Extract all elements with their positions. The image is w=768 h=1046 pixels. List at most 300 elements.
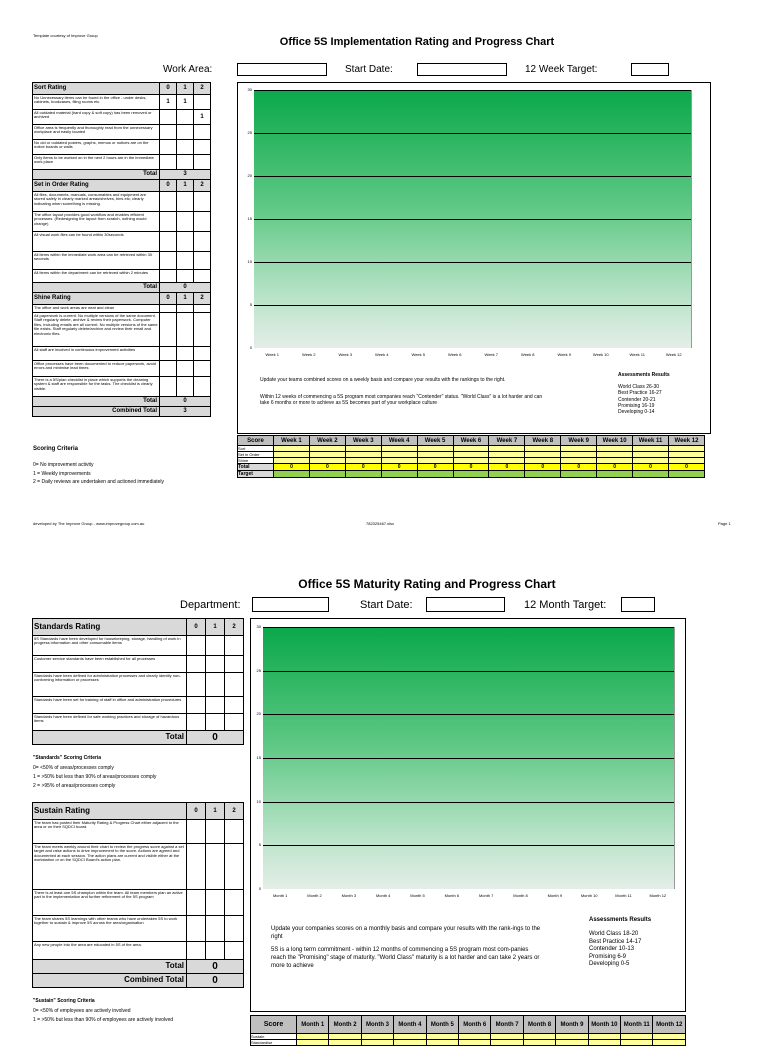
- criterion-text: Only items to be worked on in the next 2 hours are in the immediate work place: [33, 155, 160, 170]
- criterion-text: The team meets weekly around their chart to review the progress score against a set target and raise actions to drive improvement to the score. Actions are agreed and documented at each session. The action plans are current and visible either at the workstation or on the SQDCI Board's action plan.: [33, 844, 187, 890]
- assessment-item: Developing 0-14: [618, 409, 655, 415]
- score-cell[interactable]: [225, 636, 244, 656]
- score-header-2: 2: [225, 803, 244, 820]
- score-cell[interactable]: [187, 714, 206, 731]
- score-cell[interactable]: [187, 844, 206, 890]
- score-cell[interactable]: [177, 125, 194, 140]
- progress-cell[interactable]: [491, 1040, 523, 1046]
- score-cell[interactable]: [160, 155, 177, 170]
- standards-rating-heading: Standards Rating: [33, 619, 187, 636]
- score-cell[interactable]: [187, 890, 206, 916]
- score-cell[interactable]: [177, 140, 194, 155]
- score-cell[interactable]: [194, 361, 211, 377]
- criterion-text: No old or outdated posters, graphs, memos or notices are on the notice boards or walls: [33, 140, 160, 155]
- score-cell[interactable]: [206, 942, 225, 960]
- criterion-text: All files, documents, manuals, consumables and equipment are stored safely in clearly marked areas/shelves, bins etc; clearly indicating when something is missing: [33, 192, 160, 212]
- y-tick-label: 25: [256, 667, 261, 673]
- start-date-field[interactable]: [417, 63, 507, 76]
- score-cell[interactable]: [194, 347, 211, 361]
- progress-cell[interactable]: [329, 1040, 361, 1046]
- x-tick-label: Week 2: [302, 352, 316, 357]
- work-area-field[interactable]: [237, 63, 327, 76]
- score-cell[interactable]: [177, 305, 194, 313]
- month-column-header: Month 3: [361, 1016, 393, 1034]
- y-gridline: [263, 845, 674, 846]
- progress-cell[interactable]: [361, 1040, 393, 1046]
- score-cell[interactable]: [206, 916, 225, 942]
- month-column-header: Month 10: [588, 1016, 620, 1034]
- y-tick-label: 30: [247, 87, 252, 92]
- total-cell: 0: [525, 464, 561, 471]
- set-total-label: Total: [33, 283, 160, 293]
- y-gridline: [254, 219, 691, 220]
- assessment-item: Contender 20-21: [618, 396, 656, 403]
- score-cell[interactable]: [177, 232, 194, 252]
- total-cell: 0: [381, 464, 417, 471]
- score-cell[interactable]: [160, 212, 177, 232]
- score-cell[interactable]: [160, 347, 177, 361]
- criterion-text: Standards have been defined for safe working practices and storage of hazardous items: [33, 714, 187, 731]
- criterion-text: The office and work areas are neat and clean: [33, 305, 160, 313]
- score-cell[interactable]: [194, 155, 211, 170]
- sustain-total-label: Total: [33, 960, 187, 974]
- y-tick-label: 10: [256, 798, 261, 804]
- courtesy-text: Template courtesy of Improve Group: [33, 33, 98, 38]
- score-cell[interactable]: [194, 313, 211, 347]
- score-cell[interactable]: [206, 890, 225, 916]
- criterion-text: There is at least one 5S champion within the team. All team members plan an active part in the implementation and further refinement of the 5S program: [33, 890, 187, 916]
- score-cell[interactable]: [160, 313, 177, 347]
- progress-cell[interactable]: [394, 1040, 426, 1046]
- score-cell[interactable]: [160, 125, 177, 140]
- criterion-text: All visual work files can be found within 30seconds: [33, 232, 160, 252]
- target-cell[interactable]: [597, 471, 633, 478]
- score-cell[interactable]: [225, 916, 244, 942]
- page2-title: Office 5S Maturity Rating and Progress Chart: [298, 577, 556, 591]
- y-gridline: [263, 671, 674, 672]
- score-cell[interactable]: [160, 140, 177, 155]
- score-cell[interactable]: [177, 252, 194, 270]
- work-area-label: Work Area:: [163, 64, 213, 75]
- x-tick-label: Month 1: [272, 893, 288, 898]
- x-tick-label: Month 9: [547, 893, 563, 898]
- score-cell[interactable]: [206, 673, 225, 697]
- target-cell[interactable]: [381, 471, 417, 478]
- x-tick-label: Week 6: [448, 352, 462, 357]
- total-row-label: Total: [238, 464, 274, 471]
- total-cell: 0: [633, 464, 669, 471]
- score-cell[interactable]: [177, 110, 194, 125]
- score-cell[interactable]: [206, 820, 225, 844]
- score-cell[interactable]: [177, 347, 194, 361]
- score-cell[interactable]: [187, 673, 206, 697]
- y-gridline: [254, 305, 691, 306]
- x-tick-label: Month 2: [307, 893, 322, 898]
- chart-plot-area: [254, 90, 692, 348]
- target-cell[interactable]: [668, 471, 704, 478]
- y-tick-label: 25: [247, 130, 252, 135]
- department-field[interactable]: [252, 597, 329, 612]
- score-cell[interactable]: [187, 820, 206, 844]
- total-cell: 0: [668, 464, 704, 471]
- score-cell[interactable]: [225, 697, 244, 714]
- week-column-header: Week 5: [417, 436, 453, 446]
- criteria-line: 0= <50% of employees are actively involved: [33, 1008, 131, 1014]
- y-tick-label: 5: [258, 842, 261, 848]
- score-cell[interactable]: [177, 361, 194, 377]
- standards-total-label: Total: [33, 731, 187, 745]
- sustain-rating-table: [32, 802, 244, 988]
- shine-rating-heading: Shine Rating: [33, 293, 160, 305]
- score-cell[interactable]: [160, 270, 177, 283]
- score-cell[interactable]: [160, 252, 177, 270]
- progress-cell[interactable]: [426, 1040, 458, 1046]
- month-target-label: 12 Month Target:: [524, 599, 607, 611]
- y-tick-label: 0: [258, 886, 261, 891]
- month-column-header: Month 4: [394, 1016, 426, 1034]
- score-cell[interactable]: [177, 377, 194, 397]
- total-cell: 0: [561, 464, 597, 471]
- x-tick-label: Month 4: [375, 893, 391, 898]
- score-header-1: 1: [206, 619, 225, 636]
- score-cell[interactable]: [177, 192, 194, 212]
- week-target-label: 12 Week Target:: [525, 64, 598, 75]
- standards-rating-table: [32, 618, 244, 745]
- y-tick-label: 5: [249, 302, 252, 307]
- combined-total-value-2: 0: [187, 974, 244, 988]
- criterion-text: The office layout provides good workflow and enables efficient processes. (Redesigning the layout from scratch, nothing would change): [33, 212, 160, 232]
- score-cell[interactable]: [206, 714, 225, 731]
- progress-cell[interactable]: [653, 1040, 686, 1046]
- score-cell[interactable]: [177, 155, 194, 170]
- y-tick-label: 15: [247, 216, 252, 221]
- score-cell[interactable]: 1: [160, 95, 177, 110]
- x-tick-label: Month 12: [649, 893, 667, 898]
- y-tick-label: 10: [247, 259, 252, 264]
- score-cell[interactable]: [194, 212, 211, 232]
- assessment-item: Best Practice 16-27: [618, 390, 662, 397]
- score-cell[interactable]: [194, 125, 211, 140]
- target-row-label: Target: [238, 471, 274, 478]
- y-tick-label: 0: [249, 345, 252, 350]
- x-tick-label: Week 8: [521, 352, 535, 357]
- total-cell: 0: [309, 464, 345, 471]
- total-cell: 0: [417, 464, 453, 471]
- score-cell[interactable]: [225, 942, 244, 960]
- assessments-title: Assessments Results: [589, 917, 652, 923]
- x-tick-label: Week 11: [629, 352, 645, 357]
- target-cell[interactable]: [633, 471, 669, 478]
- score-cell[interactable]: [160, 361, 177, 377]
- row-label: Sustain: [251, 1034, 297, 1040]
- criterion-text: The team has posted their Maturity Rating & Progress Chart either adjacent to the area or on their SQDCI board.: [33, 820, 187, 844]
- y-gridline: [254, 90, 691, 91]
- score-cell[interactable]: [225, 673, 244, 697]
- x-tick-label: Week 1: [265, 352, 279, 357]
- criteria-line: 0= No improvement activity: [33, 462, 94, 468]
- y-tick-label: 20: [256, 711, 261, 717]
- progress-cell[interactable]: [459, 1040, 491, 1046]
- criterion-text: All items within the department can be retrieved within 2 minutes: [33, 270, 160, 283]
- target-cell[interactable]: [417, 471, 453, 478]
- combined-total-value: 3: [160, 407, 211, 417]
- score-cell[interactable]: [194, 270, 211, 283]
- score-cell[interactable]: [206, 844, 225, 890]
- criteria-line: 1 = Weekly improvements: [33, 471, 91, 477]
- score-cell[interactable]: [177, 313, 194, 347]
- score-cell[interactable]: [206, 656, 225, 673]
- sustain-rating-heading: Sustain Rating: [33, 803, 187, 820]
- assessments-title: Assessments Results: [618, 372, 670, 378]
- x-tick-label: Week 7: [484, 352, 498, 357]
- score-cell[interactable]: [225, 820, 244, 844]
- score-cell[interactable]: [187, 636, 206, 656]
- chart-note: Update your teams combined scores on a weekly basis and compare your results with the rankings to the right.: [260, 377, 506, 383]
- month-column-header: Month 5: [426, 1016, 458, 1034]
- month-column-header: Month 11: [621, 1016, 653, 1034]
- score-cell[interactable]: [187, 942, 206, 960]
- score-cell[interactable]: [187, 697, 206, 714]
- score-cell[interactable]: [187, 656, 206, 673]
- x-tick-label: Week 12: [665, 352, 682, 357]
- criteria-line: 0= <50% of areas/processes comply: [33, 765, 114, 771]
- progress-cell[interactable]: [621, 1040, 653, 1046]
- month-column-header: Month 6: [459, 1016, 491, 1034]
- assessment-item: Best Practice 14-17: [589, 938, 642, 945]
- score-header-0: 0: [160, 293, 177, 305]
- start-date-field-2[interactable]: [426, 597, 505, 612]
- criterion-text: The team shares 5S learnings with other teams who have undertaken 5S to work together to sustain & improve 5S across the area/organisation: [33, 916, 187, 942]
- week-column-header: Week 3: [345, 436, 381, 446]
- criterion-text: All paperwork is current. No multiple versions of the same document. Staff regularly delete, archive & review their paperwork. Computer files, including emails are all current. No multiple versions of the same file exists. Staff regularly delete/archive and review their email and electronic files.: [33, 313, 160, 347]
- combined-total-label-2: Combined Total: [33, 974, 187, 988]
- score-header-1: 1: [177, 293, 194, 305]
- score-cell[interactable]: [160, 232, 177, 252]
- x-tick-label: Month 8: [513, 893, 528, 898]
- page-title: Office 5S Implementation Rating and Progress Chart: [279, 36, 555, 48]
- score-cell[interactable]: [194, 377, 211, 397]
- score-cell[interactable]: [194, 95, 211, 110]
- week-column-header: Week 8: [525, 436, 561, 446]
- x-tick-label: Month 5: [410, 893, 425, 898]
- x-tick-label: Week 5: [411, 352, 425, 357]
- week-column-header: Week 1: [274, 436, 310, 446]
- assessment-item: World Class 26-30: [618, 384, 660, 390]
- sort-total-value: 3: [160, 170, 211, 180]
- target-cell[interactable]: [525, 471, 561, 478]
- chart-plot-area: [263, 627, 675, 889]
- week-column-header: Week 9: [561, 436, 597, 446]
- score-cell[interactable]: [187, 916, 206, 942]
- month-column-header: Month 2: [329, 1016, 361, 1034]
- assessment-item: Promising 16-19: [618, 402, 655, 409]
- scoring-criteria-title: Scoring Criteria: [33, 446, 79, 452]
- row-label: Shine: [238, 458, 274, 464]
- start-date-label-2: Start Date:: [360, 599, 413, 611]
- y-gridline: [263, 802, 674, 803]
- criterion-text: No Unnecessary items can be found in the office - under desks, cabinets, bookcases, filing rooms etc: [33, 95, 160, 110]
- y-gridline: [263, 627, 674, 628]
- x-tick-label: Month 7: [478, 893, 494, 898]
- month-column-header: Month 1: [297, 1016, 329, 1034]
- chart-note: Update your companies scores on a monthly basis and compare your results with the rank-ings to the right: [271, 926, 541, 940]
- department-label: Department:: [180, 599, 241, 611]
- score-header-1: 1: [206, 803, 225, 820]
- total-cell: 0: [597, 464, 633, 471]
- monthly-progress-chart: [250, 618, 686, 1012]
- week-column-header: Week 2: [309, 436, 345, 446]
- score-cell[interactable]: [225, 714, 244, 731]
- target-cell[interactable]: [453, 471, 489, 478]
- score-cell[interactable]: [194, 192, 211, 212]
- criterion-text: Standards have been set for training of staff in office and administration procedures: [33, 697, 187, 714]
- row-label: Standardise: [251, 1040, 297, 1046]
- y-gridline: [263, 758, 674, 759]
- criterion-text: Office area is frequently and thoroughly read from the unnecessary workplace and easily located: [33, 125, 160, 140]
- shine-total-label: Total: [33, 397, 160, 407]
- standards-criteria-title: "Standards" Scoring Criteria: [33, 755, 102, 761]
- assessment-item: Developing 0-5: [589, 961, 630, 967]
- score-cell[interactable]: [160, 110, 177, 125]
- weekly-progress-chart: [237, 82, 711, 434]
- x-tick-label: Week 9: [557, 352, 571, 357]
- x-tick-label: Week 4: [375, 352, 389, 357]
- set-total-value: 0: [160, 283, 211, 293]
- score-header-1: 1: [177, 83, 194, 95]
- progress-cell[interactable]: [556, 1040, 588, 1046]
- score-cell[interactable]: [177, 270, 194, 283]
- score-cell[interactable]: [194, 140, 211, 155]
- footer-filename: 782325467.xlsx: [366, 521, 395, 526]
- week-column-header: Week 6: [453, 436, 489, 446]
- score-cell[interactable]: [225, 656, 244, 673]
- total-cell: 0: [345, 464, 381, 471]
- total-cell: 0: [274, 464, 310, 471]
- target-cell[interactable]: [345, 471, 381, 478]
- progress-cell[interactable]: [297, 1040, 329, 1046]
- progress-cell[interactable]: [523, 1040, 555, 1046]
- score-header-2: 2: [225, 619, 244, 636]
- week-column-header: Week 10: [597, 436, 633, 446]
- score-cell[interactable]: [160, 305, 177, 313]
- week-column-header: Week 7: [489, 436, 525, 446]
- score-header-2: 2: [194, 180, 211, 192]
- criterion-text: Standards have been defined for administration processes and clearly identify non-conforming information or processes: [33, 673, 187, 697]
- month-column-header: Month 8: [523, 1016, 555, 1034]
- assessment-item: World Class 18-20: [589, 931, 639, 937]
- month-column-header: Month 9: [556, 1016, 588, 1034]
- target-cell[interactable]: [489, 471, 525, 478]
- score-header-1: 1: [177, 180, 194, 192]
- criterion-text: There is a 5S/plan checklist in place which supports the cleaning system & staff are responsible for the tasks. The checklist is clearly visible.: [33, 377, 160, 397]
- y-tick-label: 20: [247, 173, 252, 178]
- chart-note: 5S is a long term commitment - within 12 months of commencing a 5S program most com-panies reach the "Promising" stage of maturity. "World Class" maturity is a lot harder and can take 2 years or more to achieve: [271, 947, 540, 969]
- criterion-text: All outdated material (hard copy & soft copy) has been removed or archived: [33, 110, 160, 125]
- assessment-item: Contender 10-13: [589, 946, 635, 952]
- start-date-label: Start Date:: [345, 64, 393, 75]
- score-cell[interactable]: [225, 844, 244, 890]
- score-cell[interactable]: [194, 305, 211, 313]
- score-cell[interactable]: [160, 192, 177, 212]
- x-tick-label: Month 3: [341, 893, 357, 898]
- assessment-item: Promising 6-9: [589, 953, 627, 960]
- combined-total-label: Combined Total: [33, 407, 160, 417]
- footer-page-number: Page 1: [718, 521, 731, 526]
- footer-left: developed by The Improve Group - www.improvegroup.com.au: [33, 521, 145, 526]
- progress-cell[interactable]: [588, 1040, 620, 1046]
- y-gridline: [263, 714, 674, 715]
- week-column-header: Week 4: [381, 436, 417, 446]
- score-header-0: 0: [160, 83, 177, 95]
- set-in-order-heading: Set in Order Rating: [33, 180, 160, 192]
- score-cell[interactable]: [194, 252, 211, 270]
- score-cell[interactable]: [194, 232, 211, 252]
- sustain-total-value: 0: [187, 960, 244, 974]
- score-cell[interactable]: [206, 636, 225, 656]
- x-tick-label: Month 6: [444, 893, 460, 898]
- assessments-box: [618, 372, 670, 415]
- score-cell[interactable]: [160, 377, 177, 397]
- score-header-0: 0: [187, 803, 206, 820]
- row-label: Set in Order: [238, 452, 274, 458]
- implementation-rating-table: [32, 82, 211, 417]
- target-cell[interactable]: [309, 471, 345, 478]
- score-header-0: 0: [187, 619, 206, 636]
- target-cell[interactable]: [561, 471, 597, 478]
- criterion-text: Any new people into the area are educated in 5S of the area.: [33, 942, 187, 960]
- y-gridline: [254, 262, 691, 263]
- criterion-text: Office processes have been documented to reduce paperwork, avoid errors and minimise lead times: [33, 361, 160, 377]
- criterion-text: Customer service standards have been established for all processes: [33, 656, 187, 673]
- x-tick-label: Week 3: [338, 352, 352, 357]
- weekly-progress-table: [237, 435, 705, 478]
- month-target-field[interactable]: [621, 597, 655, 612]
- criteria-line: 1 = >50% but less than 90% of employees are actively involved: [33, 1017, 174, 1023]
- total-cell: 0: [453, 464, 489, 471]
- criteria-line: 2 = >95% of areas/processes comply: [33, 783, 116, 789]
- target-cell[interactable]: [274, 471, 310, 478]
- week-target-field[interactable]: [631, 63, 669, 76]
- y-tick-label: 15: [256, 755, 261, 760]
- y-tick-label: 30: [256, 624, 261, 629]
- month-column-header: Month 7: [491, 1016, 523, 1034]
- score-header-2: 2: [194, 83, 211, 95]
- y-gridline: [254, 133, 691, 134]
- monthly-progress-table: [250, 1015, 686, 1046]
- score-header-0: 0: [160, 180, 177, 192]
- score-cell[interactable]: [177, 212, 194, 232]
- criterion-text: All staff are involved in continuous improvement activities: [33, 347, 160, 361]
- criteria-line: 1 = >50% but less than 90% of areas/processes comply: [33, 774, 157, 780]
- x-tick-label: Month 10: [580, 893, 598, 898]
- sort-total-label: Total: [33, 170, 160, 180]
- score-cell[interactable]: [225, 890, 244, 916]
- score-cell[interactable]: [206, 697, 225, 714]
- sort-rating-heading: Sort Rating: [33, 83, 160, 95]
- assessments-box: [589, 917, 651, 969]
- score-column-header: Score: [238, 436, 274, 446]
- chart-note: Within 12 weeks of commencing a 5S program most companies reach "Contender" status. "World Class" is a lot harder and can take 6 months or more to achieve as 5S becomes part of your workplace culture: [260, 394, 543, 407]
- standards-total-value: 0: [187, 731, 244, 745]
- week-column-header: Week 12: [668, 436, 704, 446]
- score-column-header: Score: [251, 1016, 297, 1034]
- sustain-criteria-title: "Sustain" Scoring Criteria: [33, 998, 95, 1004]
- score-cell[interactable]: 1: [177, 95, 194, 110]
- total-cell: 0: [489, 464, 525, 471]
- month-column-header: Month 12: [653, 1016, 686, 1034]
- score-cell[interactable]: 1: [194, 110, 211, 125]
- shine-total-value: 0: [160, 397, 211, 407]
